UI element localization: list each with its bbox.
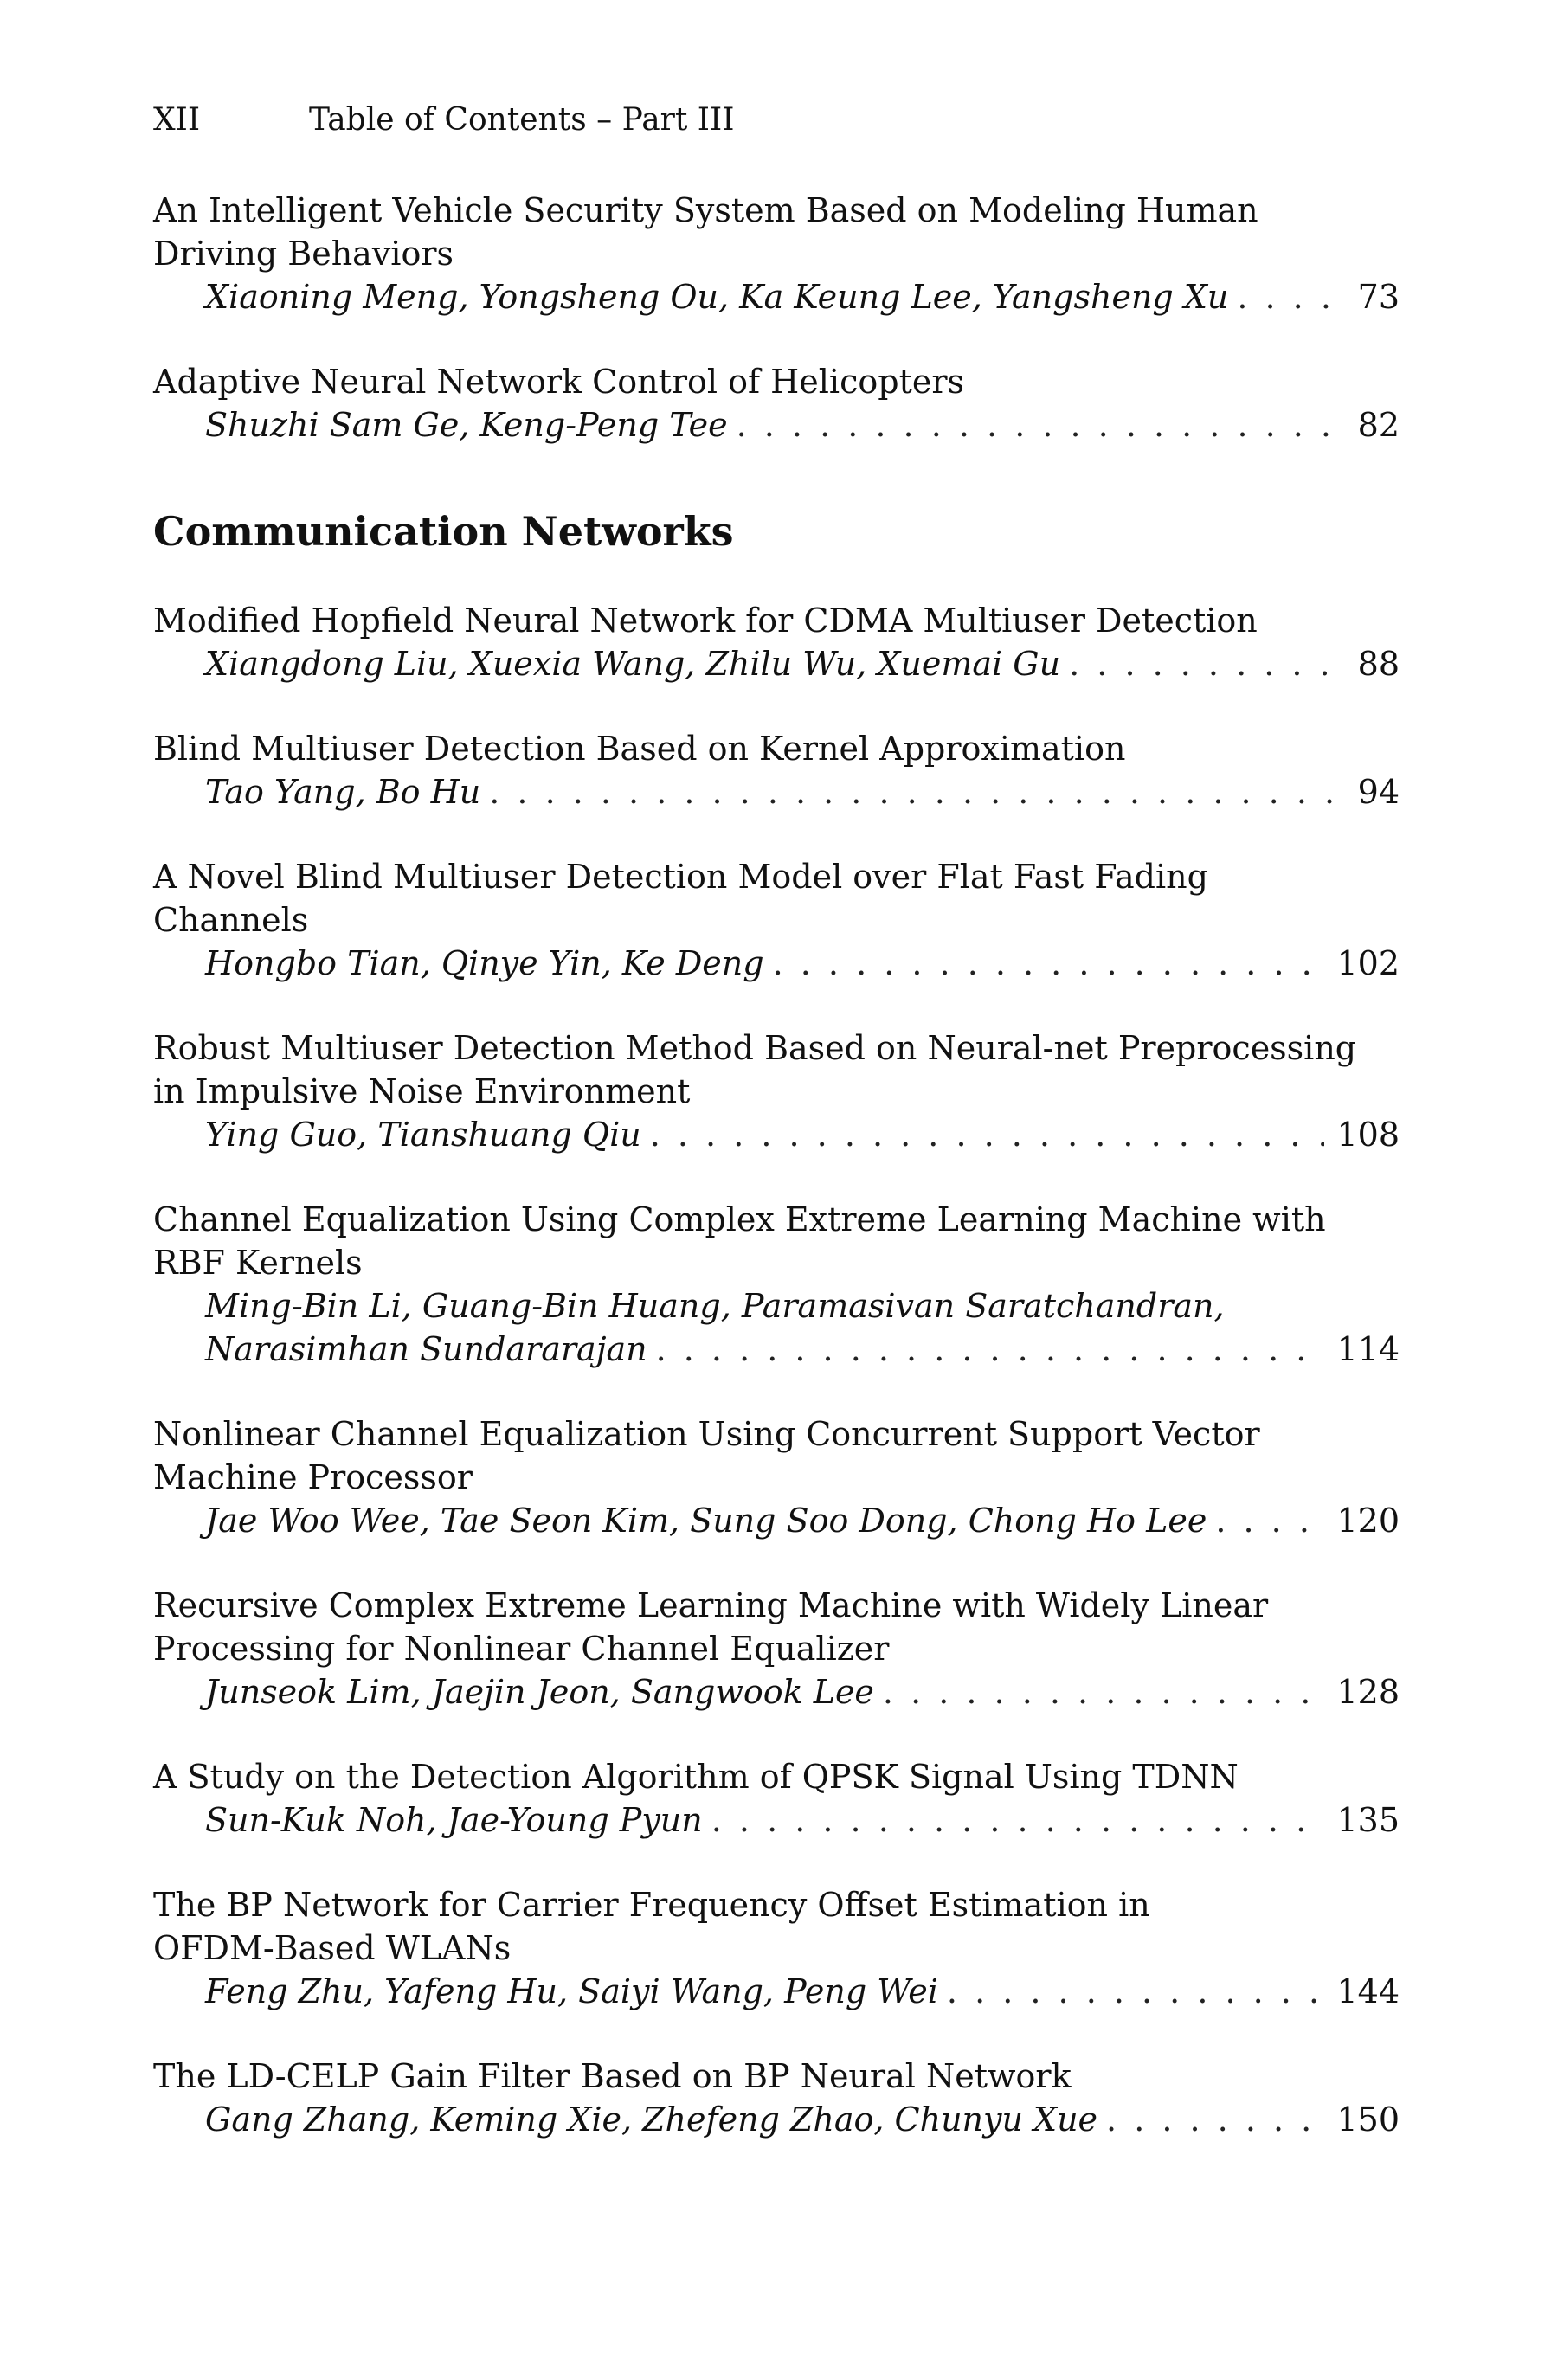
entry-title: An Intelligent Vehicle Security System Based on Modeling Human — [153, 191, 1258, 229]
entry-authors: Xiaoning Meng, Yongsheng Ou, Ka Keung Lee, Yangsheng Xu — [205, 278, 1229, 316]
dot-leader — [656, 1328, 1325, 1371]
toc-entry[interactable] — [153, 1026, 1400, 1156]
entry-author-line — [153, 1499, 1400, 1542]
entry-author-line — [153, 1970, 1400, 2013]
dot-leader — [1215, 1499, 1324, 1542]
entry-title: OFDM-Based WLANs — [153, 1929, 512, 1967]
toc-entry[interactable] — [153, 1584, 1400, 1714]
entry-page-number: 150 — [1336, 2100, 1400, 2139]
entry-author-line — [153, 403, 1400, 447]
entry-title: RBF Kernels — [153, 1244, 363, 1282]
dot-leader — [1237, 275, 1334, 318]
entry-title: Blind Multiuser Detection Based on Kernel Approximation — [153, 730, 1126, 768]
entry-title: A Study on the Detection Algorithm of QPSK Signal Using TDNN — [153, 1758, 1239, 1796]
entry-authors: Xiangdong Liu, Xuexia Wang, Zhilu Wu, Xuemai Gu — [205, 645, 1061, 683]
entry-page-number: 108 — [1336, 1116, 1400, 1154]
entry-authors: Junseok Lim, Jaejin Jeon, Sangwook Lee — [205, 1673, 874, 1711]
entry-title: Recursive Complex Extreme Learning Machine with Widely Linear — [153, 1586, 1269, 1624]
entry-title: Driving Behaviors — [153, 235, 454, 273]
entry-page-number: 120 — [1336, 1502, 1400, 1540]
toc-entry[interactable] — [153, 1198, 1400, 1371]
entry-title: Machine Processor — [153, 1458, 473, 1496]
toc-entry[interactable] — [153, 360, 1400, 447]
entry-title: The LD-CELP Gain Filter Based on BP Neural Network — [153, 2057, 1072, 2095]
entry-title: Processing for Nonlinear Channel Equalizer — [153, 1630, 890, 1668]
entry-title: Modified Hopfield Neural Network for CDMA Multiuser Detection — [153, 601, 1258, 640]
dot-leader — [1106, 2098, 1324, 2141]
entry-page-number: 73 — [1357, 278, 1400, 316]
toc-entry[interactable] — [153, 1883, 1400, 2013]
entry-authors: Jae Woo Wee, Tae Seon Kim, Sung Soo Dong, Chong Ho Lee — [205, 1502, 1207, 1540]
entry-author-line — [153, 1670, 1400, 1714]
entry-authors: Ying Guo, Tianshuang Qiu — [205, 1116, 641, 1154]
entry-authors: Feng Zhu, Yafeng Hu, Saiyi Wang, Peng Wei — [205, 1972, 938, 2010]
entry-author-line — [153, 1798, 1400, 1842]
entry-authors: Hongbo Tian, Qinye Yin, Ke Deng — [205, 944, 764, 982]
entry-author-line — [153, 2098, 1400, 2141]
entry-page-number: 114 — [1336, 1330, 1400, 1368]
dot-leader — [773, 942, 1325, 985]
entry-title: in Impulsive Noise Environment — [153, 1072, 691, 1110]
entry-page-number: 94 — [1357, 773, 1400, 811]
dot-leader — [737, 403, 1334, 447]
entry-author-line — [153, 642, 1400, 685]
toc-entry[interactable] — [153, 1755, 1400, 1842]
dot-leader — [489, 770, 1334, 814]
entry-title: Channel Equalization Using Complex Extreme Learning Machine with — [153, 1200, 1326, 1238]
toc-entry[interactable] — [153, 189, 1400, 318]
running-head — [153, 100, 734, 141]
toc-entry[interactable] — [153, 2055, 1400, 2141]
toc-entry[interactable] — [153, 727, 1400, 814]
entry-title: Nonlinear Channel Equalization Using Concurrent Support Vector — [153, 1415, 1260, 1453]
toc-entry[interactable] — [153, 855, 1400, 985]
entry-author-line — [153, 1113, 1400, 1156]
entry-title: A Novel Blind Multiuser Detection Model over Flat Fast Fading — [153, 858, 1208, 896]
dot-leader — [947, 1970, 1325, 2013]
entry-title: The BP Network for Carrier Frequency Offset Estimation in — [153, 1886, 1150, 1924]
entry-authors: Shuzhi Sam Ge, Keng-Peng Tee — [205, 406, 728, 444]
dot-leader — [883, 1670, 1325, 1714]
entry-authors: Narasimhan Sundararajan — [205, 1330, 647, 1368]
toc-entry[interactable] — [153, 599, 1400, 685]
dot-leader — [1069, 642, 1334, 685]
dot-leader — [650, 1113, 1325, 1156]
entry-author-line — [153, 1328, 1400, 1371]
entry-authors: Ming-Bin Li, Guang-Bin Huang, Paramasivan Saratchandran, — [205, 1287, 1225, 1325]
entry-page-number: 144 — [1336, 1972, 1400, 2010]
entry-page-number: 128 — [1336, 1673, 1400, 1711]
entry-title: Adaptive Neural Network Control of Helicopters — [153, 363, 964, 401]
dot-leader — [711, 1798, 1325, 1842]
entry-page-number: 102 — [1336, 944, 1400, 982]
entry-authors: Gang Zhang, Keming Xie, Zhefeng Zhao, Chunyu Xue — [205, 2100, 1098, 2139]
entry-page-number: 88 — [1357, 645, 1400, 683]
entry-page-number: 82 — [1357, 406, 1400, 444]
entry-author-line — [153, 275, 1400, 318]
page-folio: XII — [153, 102, 201, 138]
entry-authors: Tao Yang, Bo Hu — [205, 773, 481, 811]
entry-author-line — [153, 942, 1400, 985]
section-heading: Communication Networks — [153, 508, 734, 555]
entry-authors: Sun-Kuk Noh, Jae-Young Pyun — [205, 1801, 703, 1839]
running-title: Table of Contents – Part III — [309, 102, 735, 138]
entry-page-number: 135 — [1336, 1801, 1400, 1839]
entry-title: Channels — [153, 901, 309, 939]
entry-author-line — [153, 770, 1400, 814]
entry-title: Robust Multiuser Detection Method Based on Neural-net Preprocessing — [153, 1029, 1357, 1067]
toc-entry[interactable] — [153, 1412, 1400, 1542]
